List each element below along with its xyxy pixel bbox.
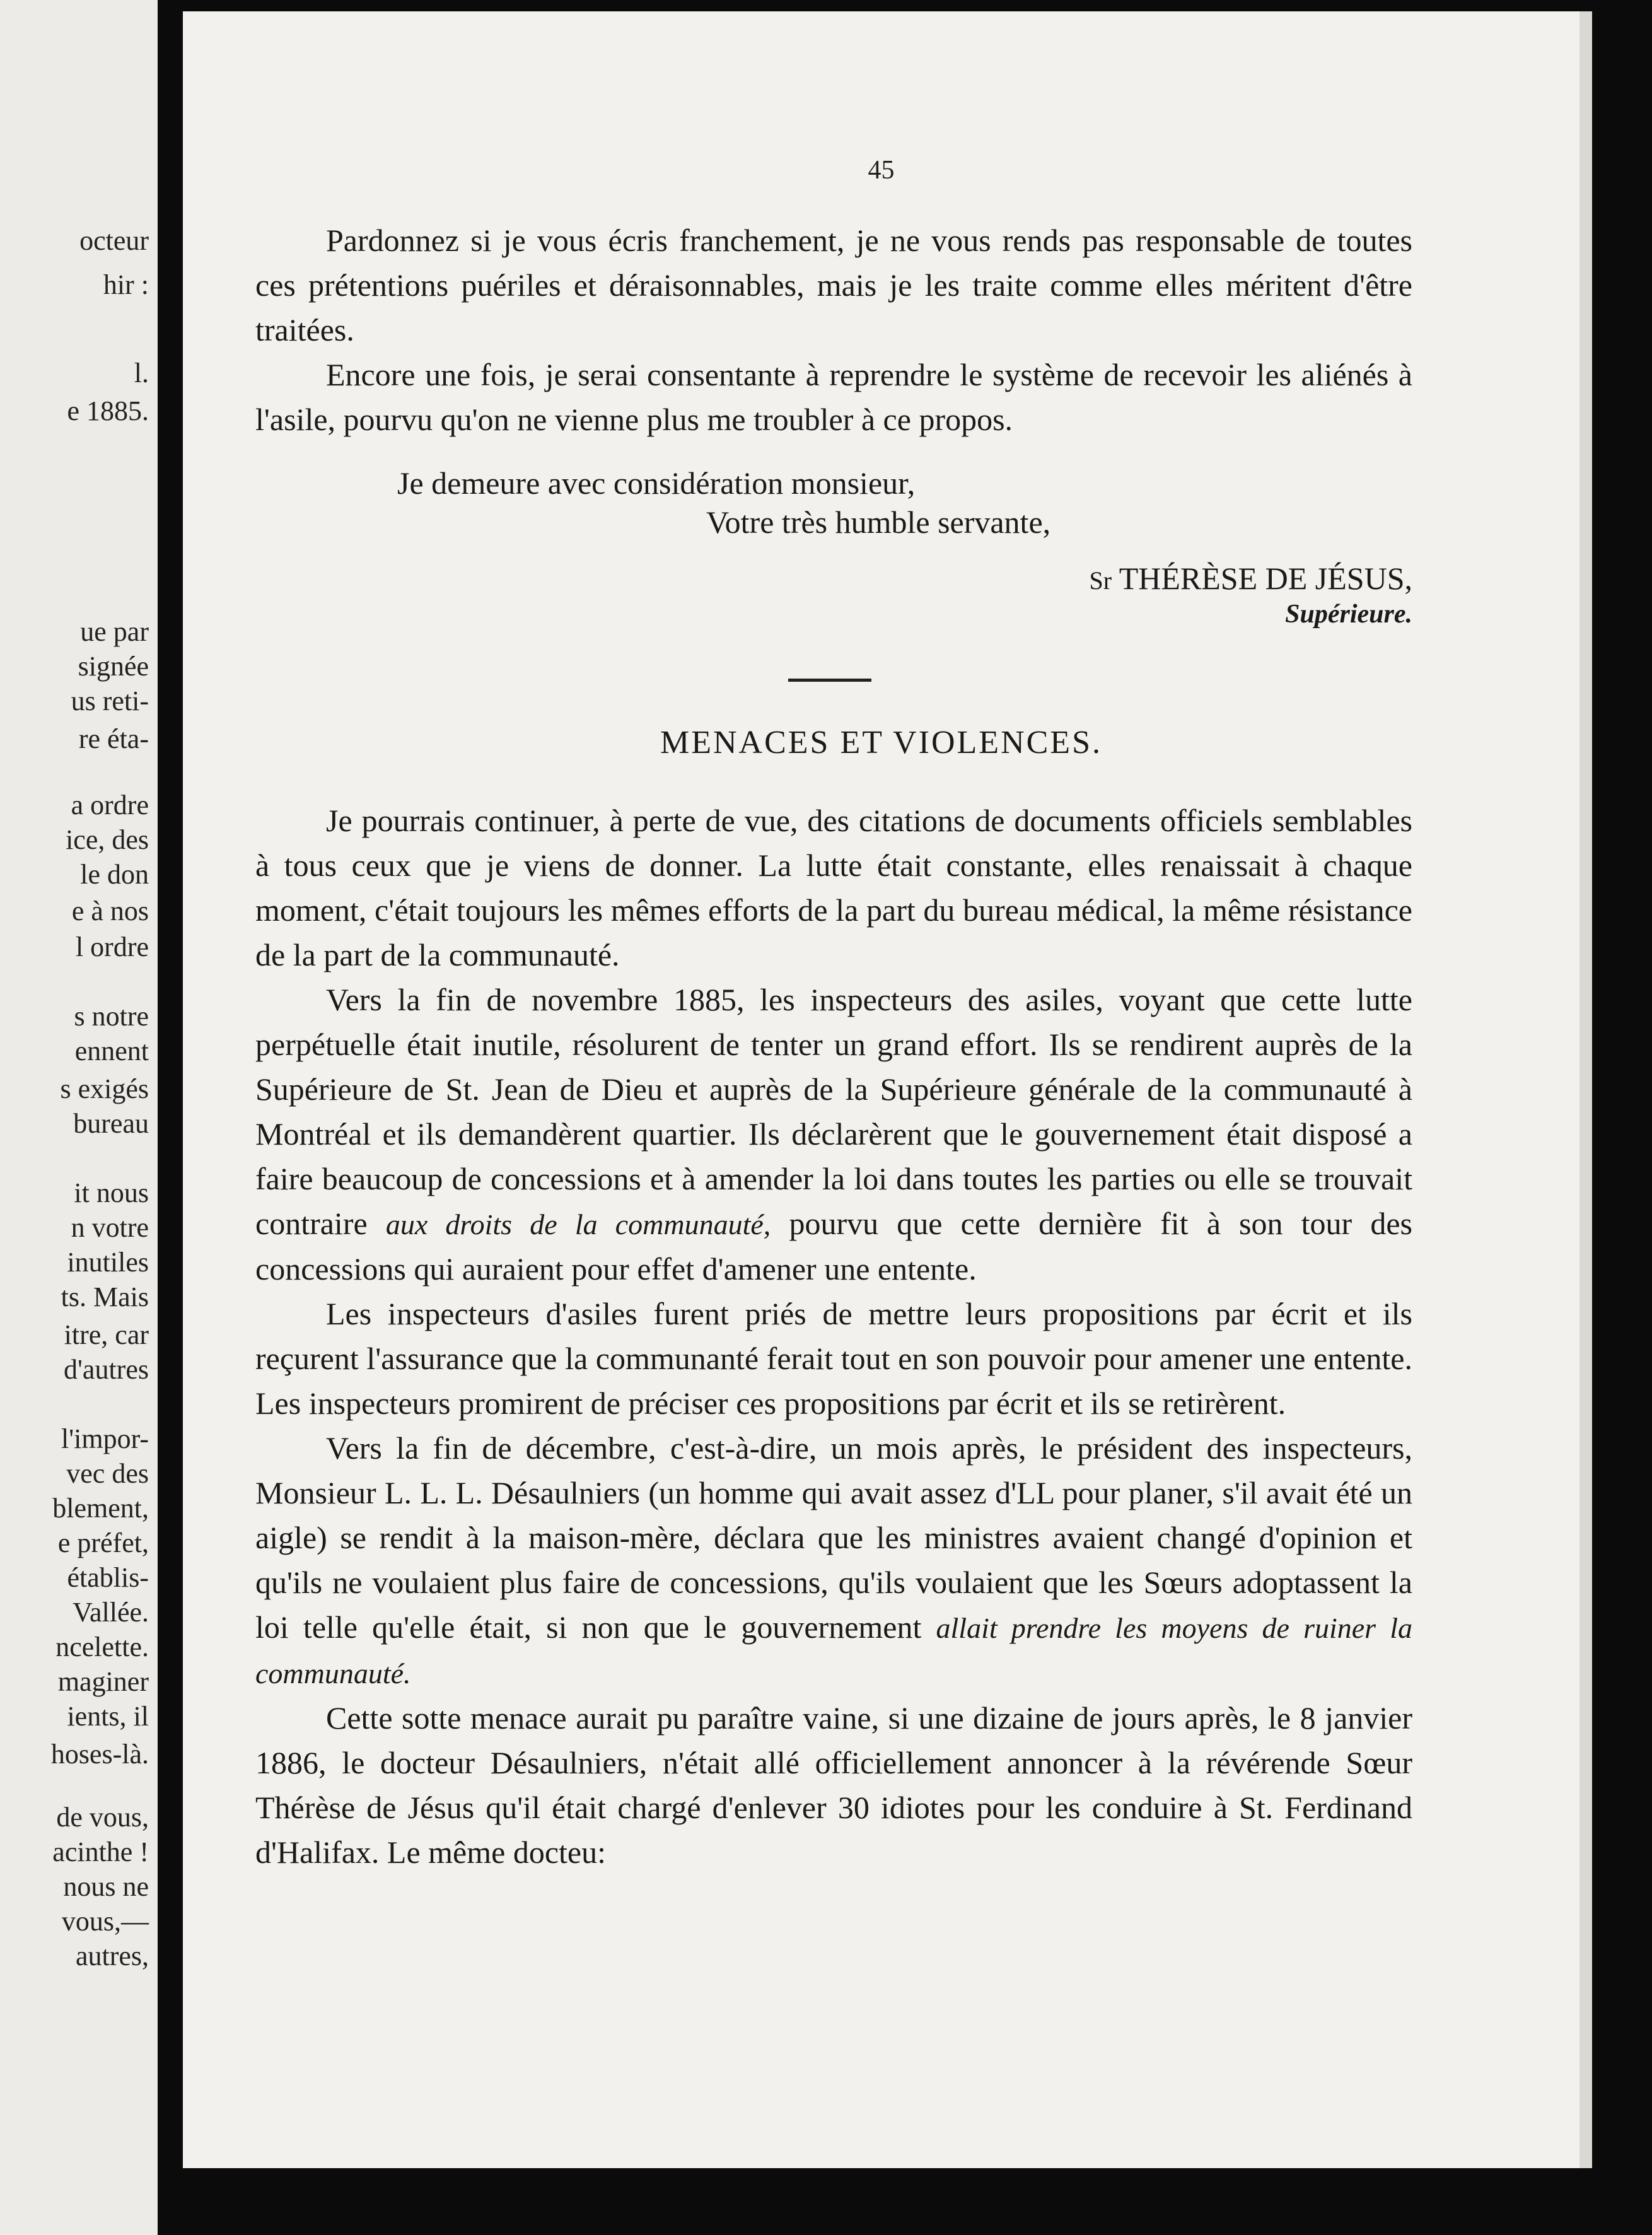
paragraph [255, 977, 1412, 1292]
paragraph-text: Vers la fin de novembre 1885, les inspecteurs des asiles, voyant que cette lutte perpétuelle était inutile, résolurent de tenter un grand effort. Ils se rendirent auprès de la Supérieure de St. Jean de Dieu et auprès de la Supérieure générale de la communauté à Montréal et ils demandèrent quartier. Ils déclarèrent que le gouvernement était disposé a faire beaucoup de concessions et à amender la loi dans toutes les parties ou elle se trouvait contraire [255, 982, 1412, 1241]
section-divider [788, 679, 871, 682]
facing-page-text: s exigés [60, 1073, 149, 1104]
closing-line: Je demeure avec considération monsieur, [397, 465, 916, 501]
emphasis-text: aux droits de la communauté, [385, 1208, 771, 1240]
facing-page-text: signée [78, 651, 149, 682]
facing-page-text: us reti- [71, 686, 149, 716]
facing-page-text: vec des [66, 1458, 149, 1489]
facing-page-fragment [0, 0, 158, 2235]
facing-page-text: a ordre [71, 790, 149, 820]
document-page [183, 11, 1579, 2168]
signature-title: Supérieure. [1285, 600, 1412, 629]
facing-page-text: e préfet, [57, 1527, 149, 1558]
facing-page-text: ennent [74, 1036, 149, 1066]
facing-page-text: s notre [74, 1001, 149, 1032]
paragraph: Encore une fois, je serai consentante à reprendre le système de recevoir les aliénés à l'asile, pourvu qu'on ne vienne plus me troubler à ce propos. [255, 357, 1412, 437]
paragraph [255, 1426, 1412, 1696]
page-edge [1579, 11, 1592, 2168]
facing-page-text: l'impor- [61, 1423, 149, 1454]
paragraph: Je pourrais continuer, à perte de vue, des citations de documents officiels semblables à tous ceux que je viens de donner. La lutte était constante, elles renaissait à chaque moment, c'était toujours les mêmes efforts de la part du bureau médical, la même résistance de la part de la communauté. [255, 803, 1412, 972]
facing-page-text: ients, il [67, 1701, 149, 1732]
section-body [255, 798, 1412, 1875]
binding-gutter [158, 0, 183, 2235]
facing-page-text: le don [80, 859, 149, 890]
paragraph: Les inspecteurs d'asiles furent priés de mettre leurs propositions par écrit et ils reçurent l'assurance que la communanté ferait tout en son pouvoir pour amener une entente. Les inspecteurs promirent de préciser ces propositions par écrit et ils se retirèrent. [255, 1296, 1412, 1421]
facing-page-text: Vallée. [73, 1597, 149, 1628]
facing-page-text: octeur [79, 225, 149, 256]
facing-page-text: d'autres [64, 1354, 149, 1385]
facing-page-text: n votre [71, 1212, 149, 1243]
facing-page-text: maginer [57, 1666, 149, 1697]
letter-body [255, 218, 1412, 442]
emphasis-text: allait prendre les moyens de ruiner la communauté. [255, 1612, 1412, 1689]
facing-page-text: de vous, [56, 1802, 149, 1833]
facing-page-text: e 1885. [67, 395, 149, 426]
signature-name: THÉRÈSE DE JÉSUS, [1119, 561, 1412, 596]
facing-page-text: inutiles [67, 1247, 149, 1278]
signature [1090, 560, 1413, 597]
signature-prefix: Sr [1089, 566, 1112, 595]
closing-line: Votre très humble servante, [706, 505, 1051, 540]
paragraph: Cette sotte menace aurait pu paraître vaine, si une dizaine de jours après, le 8 janvier 1886, le docteur Désaulniers, n'était allé officiellement annoncer à la révérende Sœur Thérèse de Jésus qu'il était chargé d'enlever 30 idiotes pour les conduire à St. Ferdinand d'Halifax. Le même docteu: [255, 1700, 1412, 1870]
facing-page-text: ue par [80, 616, 149, 647]
facing-page-text: hoses-là. [50, 1739, 149, 1770]
section-title: MENACES ET VIOLENCES. [660, 725, 1102, 761]
facing-page-text: hir : [103, 269, 149, 300]
facing-page-text: acinthe ! [52, 1836, 149, 1867]
facing-page-text: autres, [75, 1940, 149, 1971]
paragraph-text: Vers la fin de décembre, c'est-à-dire, un mois après, le président des inspecteurs, Monsieur L. L. L. Désaulniers (un homme qui avait assez d'LL pour planer, s'il avait été un aigle) se rendit à la maison-mère, déclara que les ministres avaient changé d'opinion et qu'ils ne voulaient plus faire de concessions, qu'ils voulaient que les Sœurs adoptassent la loi telle qu'elle était, si non que le gouvernement [255, 1430, 1412, 1645]
facing-page-text: it nous [74, 1177, 149, 1208]
facing-page-text: e à nos [71, 896, 149, 926]
facing-page-text: nous ne [63, 1871, 149, 1902]
facing-page-text: bureau [73, 1108, 149, 1139]
facing-page-text: ice, des [66, 824, 149, 855]
facing-page-text: blement, [52, 1493, 149, 1524]
facing-page-text: ncelette. [55, 1631, 149, 1662]
facing-page-text: ts. Mais [61, 1281, 149, 1312]
paragraph: Pardonnez si je vous écris franchement, je ne vous rends pas responsable de toutes ces prétentions puériles et déraisonnables, mais je les traite comme elles méritent d'être traitées. [255, 223, 1412, 347]
page-number: 45 [868, 156, 895, 185]
facing-page-text: l. [134, 358, 149, 388]
facing-page-text: l ordre [75, 931, 149, 962]
facing-page-text: itre, car [64, 1319, 149, 1350]
facing-page-text: re éta- [78, 723, 149, 754]
facing-page-text: vous,— [61, 1906, 149, 1937]
paragraph-text: pourvu que cette dernière fit à son tour des concessions qui auraient pour effet d'amener une entente. [255, 1206, 1413, 1287]
facing-page-text: établis- [67, 1562, 149, 1593]
